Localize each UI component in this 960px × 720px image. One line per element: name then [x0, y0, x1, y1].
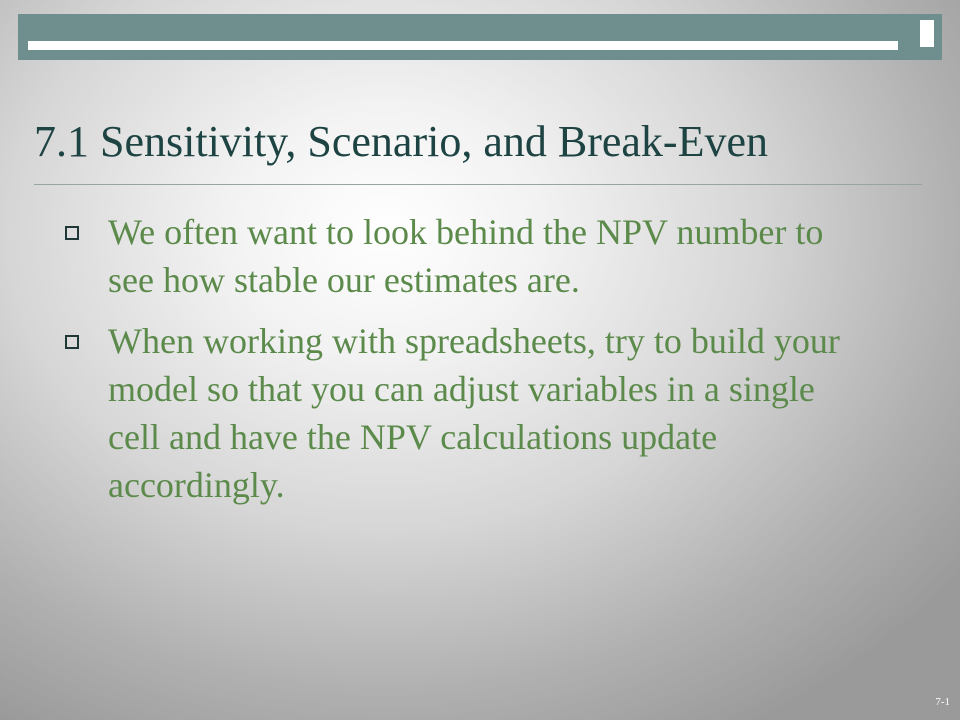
header-accent-bar	[18, 14, 942, 60]
bullet-item	[62, 317, 872, 509]
hollow-square-bullet-icon	[65, 335, 79, 349]
slide-number: 7-1	[935, 696, 950, 708]
slide-title: 7.1 Sensitivity, Scenario, and Break-Even	[34, 117, 768, 166]
bullet-text: We often want to look behind the NPV number to see how stable our estimates are.	[108, 212, 824, 300]
bullet-list	[62, 208, 872, 522]
hollow-square-bullet-icon	[65, 226, 79, 240]
header-corner-box	[920, 20, 934, 47]
bullet-item	[62, 208, 872, 304]
header-inner-stripe	[28, 41, 898, 50]
title-divider	[34, 184, 922, 185]
bullet-text: When working with spreadsheets, try to build your model so that you can adjust variables in a single cell and have the NPV calculations update accordingly.	[108, 321, 840, 505]
